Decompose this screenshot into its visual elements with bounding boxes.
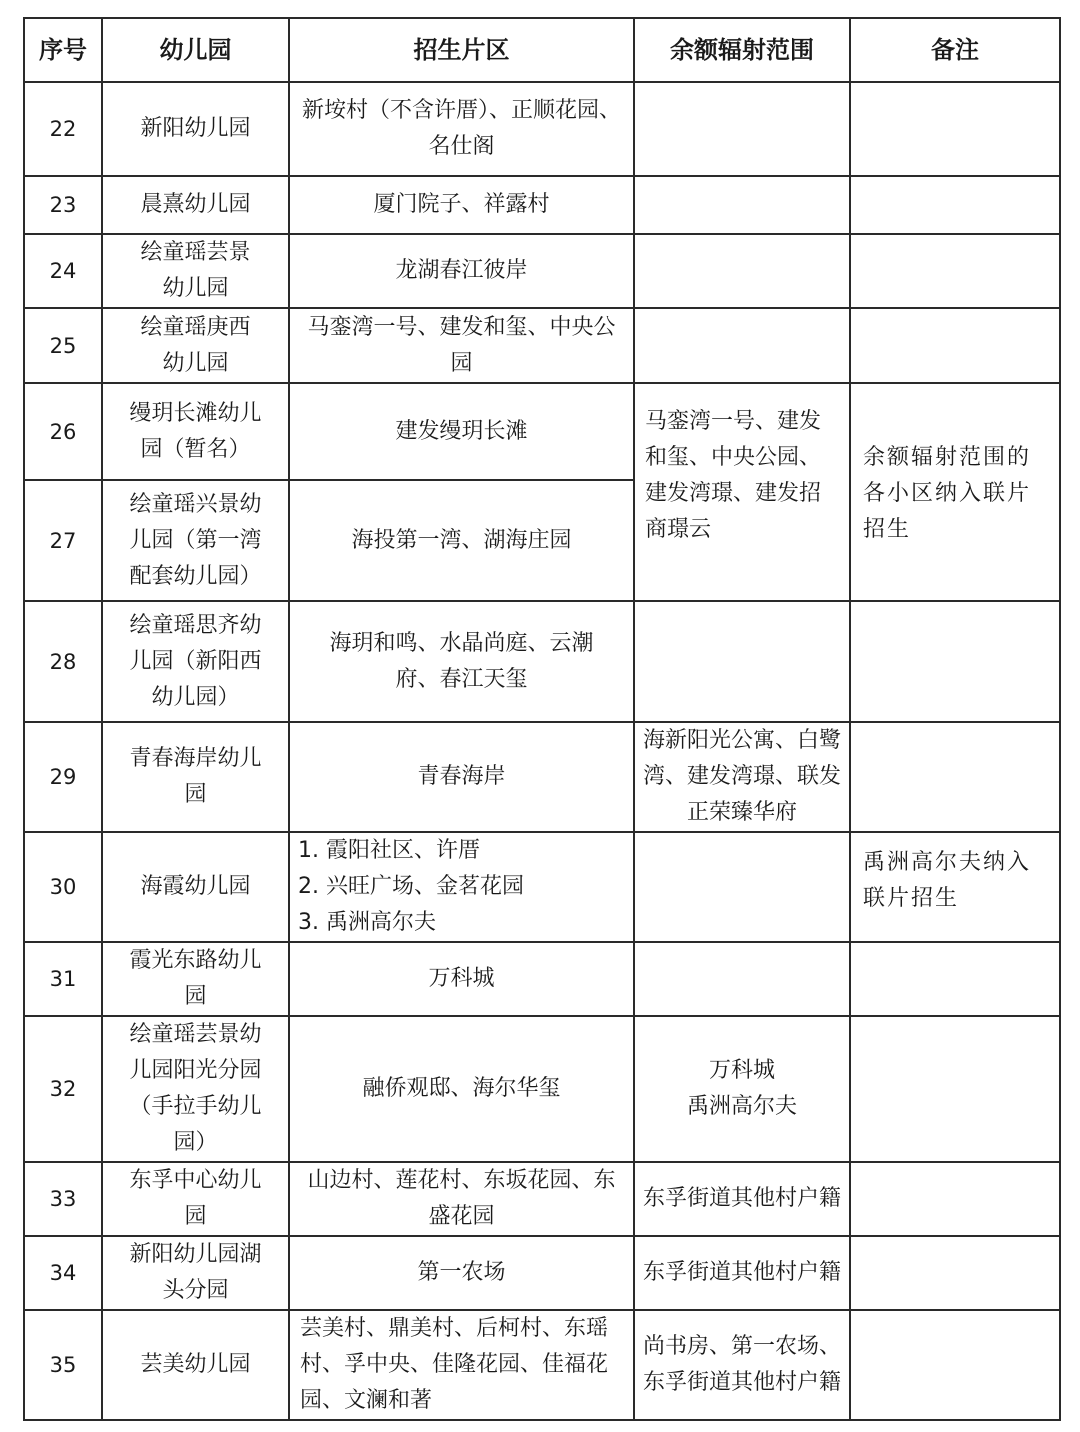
radiation-cell xyxy=(634,308,850,383)
zone-cell: 芸美村、鼎美村、后柯村、东瑶村、孚中央、佳隆花园、佳福花园、文澜和著 xyxy=(289,1310,634,1420)
kindergarten-cell: 东孚中心幼儿园 xyxy=(102,1162,289,1236)
zone-cell: 第一农场 xyxy=(289,1236,634,1310)
serial-cell: 25 xyxy=(24,308,102,383)
table-row xyxy=(24,82,1060,176)
serial-cell: 35 xyxy=(24,1310,102,1420)
kindergarten-cell: 绘童瑶庚西幼儿园 xyxy=(102,308,289,383)
zone-line: 2. 兴旺广场、金茗花园 xyxy=(298,874,524,899)
table-row xyxy=(24,601,1060,722)
radiation-line: 禹洲高尔夫 xyxy=(686,1094,797,1119)
table-row xyxy=(24,234,1060,308)
kindergarten-cell: 缦玥长滩幼儿园（暂名） xyxy=(102,383,289,480)
kindergarten-cell: 绘童瑶芸景幼儿园 xyxy=(102,234,289,308)
radiation-cell xyxy=(634,601,850,722)
note-cell xyxy=(850,1016,1060,1162)
radiation-cell xyxy=(634,832,850,942)
zone-cell: 新垵村（不含许厝）、正顺花园、名仕阁 xyxy=(289,82,634,176)
table-row xyxy=(24,1236,1060,1310)
header-serial: 序号 xyxy=(24,18,102,82)
note-cell xyxy=(850,1162,1060,1236)
table-row xyxy=(24,722,1060,832)
serial-cell: 34 xyxy=(24,1236,102,1310)
zone-cell: 马銮湾一号、建发和玺、中央公园 xyxy=(289,308,634,383)
note-cell xyxy=(850,722,1060,832)
note-cell xyxy=(850,176,1060,234)
zone-cell: 山边村、莲花村、东坂花园、东盛花园 xyxy=(289,1162,634,1236)
table-row xyxy=(24,308,1060,383)
zone-cell: 万科城 xyxy=(289,942,634,1016)
note-cell: 禹洲高尔夫纳入联片招生 xyxy=(850,832,1060,942)
kindergarten-cell: 霞光东路幼儿园 xyxy=(102,942,289,1016)
kindergarten-cell: 芸美幼儿园 xyxy=(102,1310,289,1420)
serial-cell: 22 xyxy=(24,82,102,176)
note-cell xyxy=(850,82,1060,176)
zone-line: 1. 霞阳社区、许厝 xyxy=(298,838,480,863)
kindergarten-cell: 新阳幼儿园湖头分园 xyxy=(102,1236,289,1310)
header-kindergarten: 幼儿园 xyxy=(102,18,289,82)
serial-cell: 33 xyxy=(24,1162,102,1236)
serial-cell: 30 xyxy=(24,832,102,942)
serial-cell: 26 xyxy=(24,383,102,480)
note-cell xyxy=(850,308,1060,383)
kindergarten-cell: 晨熹幼儿园 xyxy=(102,176,289,234)
radiation-cell: 尚书房、第一农场、东孚街道其他村户籍 xyxy=(634,1310,850,1420)
zone-cell: 龙湖春江彼岸 xyxy=(289,234,634,308)
radiation-cell: 东孚街道其他村户籍 xyxy=(634,1236,850,1310)
note-cell xyxy=(850,942,1060,1016)
radiation-cell xyxy=(634,176,850,234)
table-row xyxy=(24,832,1060,942)
radiation-cell: 海新阳光公寓、白鹭湾、建发湾璟、联发正荣臻华府 xyxy=(634,722,850,832)
serial-cell: 23 xyxy=(24,176,102,234)
note-cell: 余额辐射范围的各小区纳入联片招生 xyxy=(850,383,1060,601)
zone-cell xyxy=(289,832,634,942)
kindergarten-cell: 青春海岸幼儿园 xyxy=(102,722,289,832)
header-row xyxy=(24,18,1060,82)
radiation-cell: 东孚街道其他村户籍 xyxy=(634,1162,850,1236)
zone-cell: 建发缦玥长滩 xyxy=(289,383,634,480)
radiation-line: 万科城 xyxy=(708,1058,775,1083)
table-row xyxy=(24,383,1060,480)
serial-cell: 28 xyxy=(24,601,102,722)
table-row xyxy=(24,1162,1060,1236)
serial-cell: 27 xyxy=(24,480,102,601)
note-cell xyxy=(850,1236,1060,1310)
radiation-cell xyxy=(634,942,850,1016)
radiation-cell xyxy=(634,234,850,308)
table-row xyxy=(24,176,1060,234)
zone-cell: 海投第一湾、湖海庄园 xyxy=(289,480,634,601)
serial-cell: 31 xyxy=(24,942,102,1016)
radiation-cell: 马銮湾一号、建发和玺、中央公园、建发湾璟、建发招商璟云 xyxy=(634,383,850,601)
zone-cell: 厦门院子、祥露村 xyxy=(289,176,634,234)
serial-cell: 24 xyxy=(24,234,102,308)
enrollment-zone-table xyxy=(23,17,1061,1421)
table-row xyxy=(24,1016,1060,1162)
header-remarks: 备注 xyxy=(850,18,1060,82)
kindergarten-cell: 绘童瑶思齐幼儿园（新阳西幼儿园） xyxy=(102,601,289,722)
header-surplus-radiation: 余额辐射范围 xyxy=(634,18,850,82)
serial-cell: 29 xyxy=(24,722,102,832)
serial-cell: 32 xyxy=(24,1016,102,1162)
radiation-cell xyxy=(634,82,850,176)
note-cell xyxy=(850,601,1060,722)
note-cell xyxy=(850,1310,1060,1420)
table-row xyxy=(24,1310,1060,1420)
radiation-cell xyxy=(634,1016,850,1162)
header-enrollment-zone: 招生片区 xyxy=(289,18,634,82)
zone-cell: 青春海岸 xyxy=(289,722,634,832)
kindergarten-cell: 海霞幼儿园 xyxy=(102,832,289,942)
zone-cell: 海玥和鸣、水晶尚庭、云潮府、春江天玺 xyxy=(289,601,634,722)
table-row xyxy=(24,942,1060,1016)
zone-line: 3. 禹洲高尔夫 xyxy=(298,910,436,935)
kindergarten-cell: 绘童瑶兴景幼儿园（第一湾配套幼儿园） xyxy=(102,480,289,601)
kindergarten-cell: 新阳幼儿园 xyxy=(102,82,289,176)
note-cell xyxy=(850,234,1060,308)
zone-cell: 融侨观邸、海尔华玺 xyxy=(289,1016,634,1162)
kindergarten-cell: 绘童瑶芸景幼儿园阳光分园（手拉手幼儿园） xyxy=(102,1016,289,1162)
